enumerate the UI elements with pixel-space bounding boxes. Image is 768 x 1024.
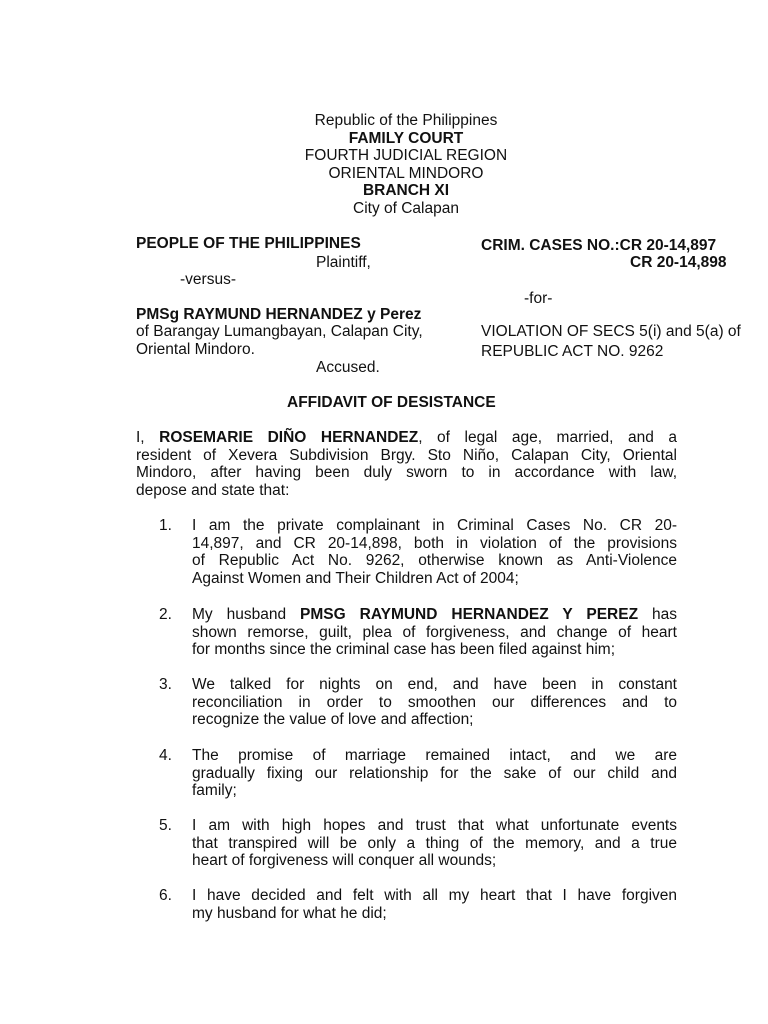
intro-line3: Mindoro, after having been duly sworn to in accordance with law, [136,464,677,481]
item-line: The promise of marriage remained intact, and we are [192,747,677,764]
item-number: 5. [159,817,172,834]
intro-paragraph [136,429,677,499]
item-line: that transpired will be only a thing of the memory, and a true [192,834,677,852]
document-title: AFFIDAVIT OF DESISTANCE [287,394,496,411]
item-line: We talked for nights on end, and have been in constant [192,676,677,693]
header-region: FOURTH JUDICIAL REGION [304,147,508,164]
item-number: 1. [159,517,172,534]
violation-line1: VIOLATION OF SECS 5(i) and 5(a) of [481,323,741,340]
accused-address-line2: Oriental Mindoro. [136,341,255,358]
list-item [192,606,677,659]
versus-label: -versus- [180,271,236,288]
violation-line2: REPUBLIC ACT NO. 9262 [481,343,664,360]
item-line: 14,897, and CR 20-14,898, both in violation of the provisions [192,534,677,552]
list-item [192,817,677,870]
item-line: of Republic Act No. 9262, otherwise known as Anti-Violence [192,552,677,569]
list-item [192,517,677,587]
accused-address-line1: of Barangay Lumangbayan, Calapan City, [136,323,423,340]
item-number: 6. [159,887,172,904]
intro-line4: depose and state that: [136,481,290,499]
item2-suffix: has [638,606,677,623]
item-line: heart of forgiveness will conquer all wounds; [192,852,497,869]
item-line: recognize the value of love and affection; [192,711,474,728]
item-number: 3. [159,676,172,693]
item-line: for months since the criminal case has been filed against him; [192,641,616,658]
item-number: 2. [159,606,172,623]
plaintiff-label: Plaintiff, [316,254,371,271]
header-city: City of Calapan [353,199,459,217]
list-item [192,676,677,729]
accused-label: Accused. [316,359,380,376]
item-line: family; [192,782,237,799]
item-number: 4. [159,747,172,764]
item-line: my husband for what he did; [192,904,387,922]
item-line: gradually fixing our relationship for the sake of our child and [192,764,677,782]
accused-name: PMSg RAYMUND HERNANDEZ y Perez [136,306,422,323]
intro-prefix: I, [136,429,160,446]
list-item [192,747,677,800]
plaintiff-name: PEOPLE OF THE PHILIPPINES [136,235,361,252]
item-line: Against Women and Their Children Act of 2004; [192,569,519,587]
for-label: -for- [524,290,553,307]
item-line [192,606,677,624]
item-line: shown remorse, guilt, plea of forgiveness, and change of heart [192,623,677,641]
court-header [156,112,656,217]
intro-line1-rest: , of legal age, married, and a [418,429,677,446]
affiant-name: ROSEMARIE DIÑO HERNANDEZ [159,429,419,446]
husband-name: PMSG RAYMUND HERNANDEZ Y PEREZ [300,606,639,623]
header-branch: BRANCH XI [362,182,450,199]
item-line: I have decided and felt with all my heart that I have forgiven [192,887,677,904]
item-line: reconciliation in order to smoothen our differences and to [192,693,677,711]
item-line: I am the private complainant in Criminal Cases No. CR 20- [192,517,677,534]
header-republic: Republic of the Philippines [314,112,498,129]
case-number-second: CR 20-14,898 [630,254,727,271]
item-line: I am with high hopes and trust that what unfortunate events [192,817,677,834]
case-number-label: CRIM. CASES NO.:CR 20-14,897 [481,237,717,254]
header-court: FAMILY COURT [348,129,464,147]
intro-line2: resident of Xevera Subdivision Brgy. Sto Niño, Calapan City, Oriental [136,446,677,464]
list-item [192,887,677,922]
item2-prefix: My husband [192,606,301,623]
header-province: ORIENTAL MINDORO [328,164,484,182]
intro-line1 [136,429,677,447]
